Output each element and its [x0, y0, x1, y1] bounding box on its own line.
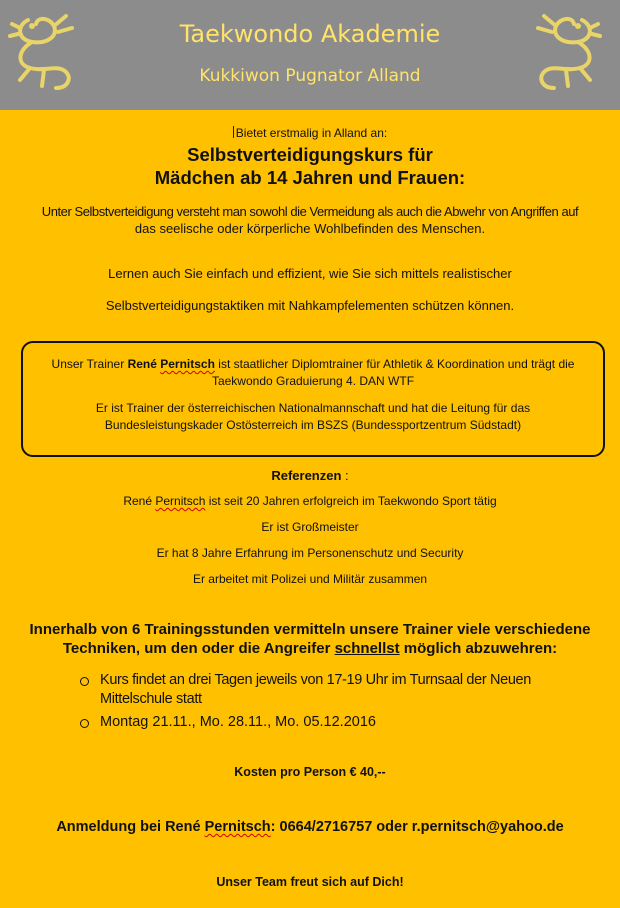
reference-item: Er ist Großmeister	[261, 520, 359, 534]
page-subtitle: Kukkiwon Pugnator Alland	[199, 66, 421, 86]
course-headline-1: Selbstverteidigungskurs für	[187, 144, 433, 165]
text-cursor	[233, 126, 234, 138]
page-title: Taekwondo Akademie	[179, 20, 441, 48]
reference-item: René Pernitsch ist seit 20 Jahren erfolgreich im Taekwondo Sport tätig	[123, 494, 497, 508]
reference-item: Er arbeitet mit Polizei und Militär zusammen	[192, 572, 428, 586]
reference-item: Er hat 8 Jahre Erfahrung im Personenschutz und Security	[156, 546, 464, 560]
closing-line: Unser Team freut sich auf Dich!	[216, 875, 404, 889]
bullet-icon	[80, 677, 89, 686]
registration-line: Anmeldung bei René Pernitsch: 0664/2716757 oder r.pernitsch@yahoo.de	[56, 819, 564, 835]
definition-line-2: das seelische oder körperliche Wohlbefinden des Menschen.	[134, 221, 486, 236]
cost-line: Kosten pro Person € 40,--	[234, 765, 386, 779]
bullet-icon	[80, 719, 89, 728]
trainer-intro: Unser Trainer René Pernitsch ist staatlicher Diplomtrainer für Athletik & Koordination und trägt die Taekwondo Graduierung 4. DAN WTF	[51, 357, 575, 388]
trainer-national-team: Er ist Trainer der österreichischen Nationalmannschaft und hat die Leitung für das Bundesleistungskader Ostösterreich im BSZS (Bundessportzentrum Südstadt)	[95, 401, 531, 432]
definition-line-1: Unter Selbstverteidigung versteht man sowohl die Vermeidung als auch die Abwehr von Angriffen auf	[41, 204, 579, 219]
learn-line-2: Selbstverteidigungstaktiken mit Nahkampfelementen schützen können.	[105, 298, 515, 313]
learn-line-1: Lernen auch Sie einfach und effizient, wie Sie sich mittels realistischer	[108, 266, 512, 281]
trainer-name: René Pernitsch	[127, 357, 215, 371]
references-heading: Referenzen :	[271, 468, 349, 483]
training-line-1: Innerhalb von 6 Trainingsstunden vermitteln unsere Trainer viele verschiedene	[29, 621, 591, 638]
course-headline-2: Mädchen ab 14 Jahren und Frauen:	[154, 167, 466, 188]
training-line-2: Techniken, um den oder die Angreifer schnellst möglich abzuwehren:	[62, 640, 558, 657]
offer-line: Bietet erstmalig in Alland an:	[0, 126, 620, 140]
header-banner	[0, 0, 620, 110]
trainer-info-box	[21, 341, 605, 457]
